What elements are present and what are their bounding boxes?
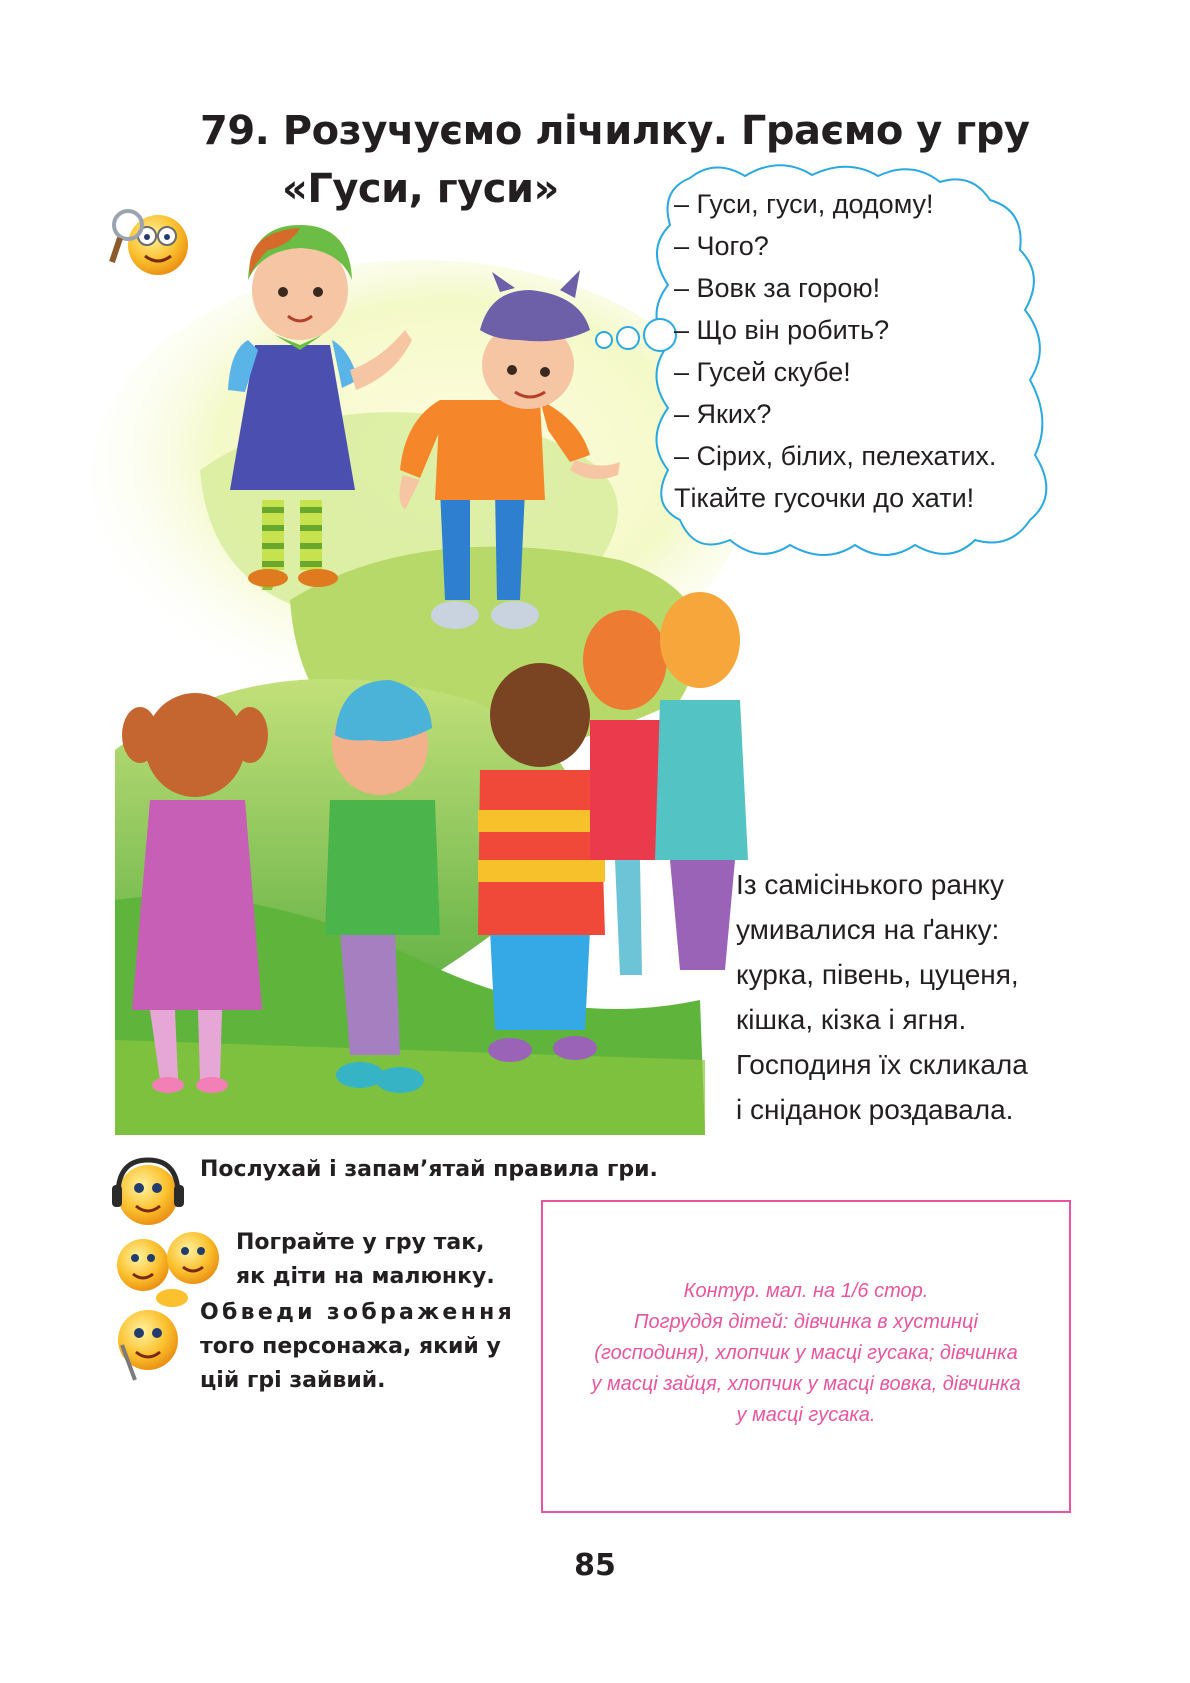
task-play-line: Пограйте у гру так, [236,1230,485,1255]
dialogue-line: Тікайте гусочки до хати! [674,483,975,513]
dialogue-line: – Чого? [674,231,769,261]
dialogue-line: – Вовк за горою! [674,273,881,303]
task-outline-line: того персонажа, який у [200,1334,501,1359]
game-dialogue [674,183,996,519]
task-play-line: як діти на малюнку. [236,1264,495,1289]
poem-line: умивалися на ґанку: [736,914,1000,945]
headphones-smiley-icon [112,1160,184,1225]
dialogue-line: – Гуси, гуси, додому! [674,189,934,219]
lesson-title-line2: «Гуси, гуси» [282,166,559,212]
poem-line: кішка, кізка і ягня. [736,1004,967,1035]
task-outline-line: цій грі зайвий. [200,1368,386,1393]
poem-line: і сніданок роздавала. [736,1094,1014,1125]
task-outline-line: Обведи зображення [200,1300,516,1325]
placeholder-line: Контур. мал. на 1/6 стор. [683,1280,929,1302]
poem-line: Господиня їх скликала [736,1049,1028,1080]
task-outline [200,1296,515,1398]
placeholder-line: Погруддя дітей: дівчинка в хустинці [634,1311,978,1333]
page-number: 85 [574,1548,616,1583]
pencil-smiley-icon [118,1310,178,1380]
poem-line: Із самісінького ранку [736,869,1004,900]
counting-rhyme [736,862,1028,1132]
placeholder-line: у масці гусака. [736,1404,876,1426]
placeholder-line: (господиня), хлопчик у масці гусака; дівчинка [594,1342,1018,1364]
dialogue-line: – Що він робить? [674,315,890,345]
poem-line: курка, півень, цуценя, [736,959,1019,990]
magnifier-smiley-icon [112,211,188,275]
illustration-placeholder-box [541,1200,1071,1513]
placeholder-note [553,1276,1059,1431]
dialogue-line: – Яких? [674,399,772,429]
lesson-title-line1: 79. Розучуємо лічилку. Граємо у гру [200,108,1030,154]
dialogue-line: – Гусей скубе! [674,357,851,387]
dialogue-line: – Сірих, білих, пелехатих. [674,441,997,471]
placeholder-line: у масці зайця, хлопчик у масці вовка, дівчинка [591,1373,1021,1395]
task-play [236,1226,495,1294]
task-listen: Послухай і запам’ятай правила гри. [200,1157,658,1182]
